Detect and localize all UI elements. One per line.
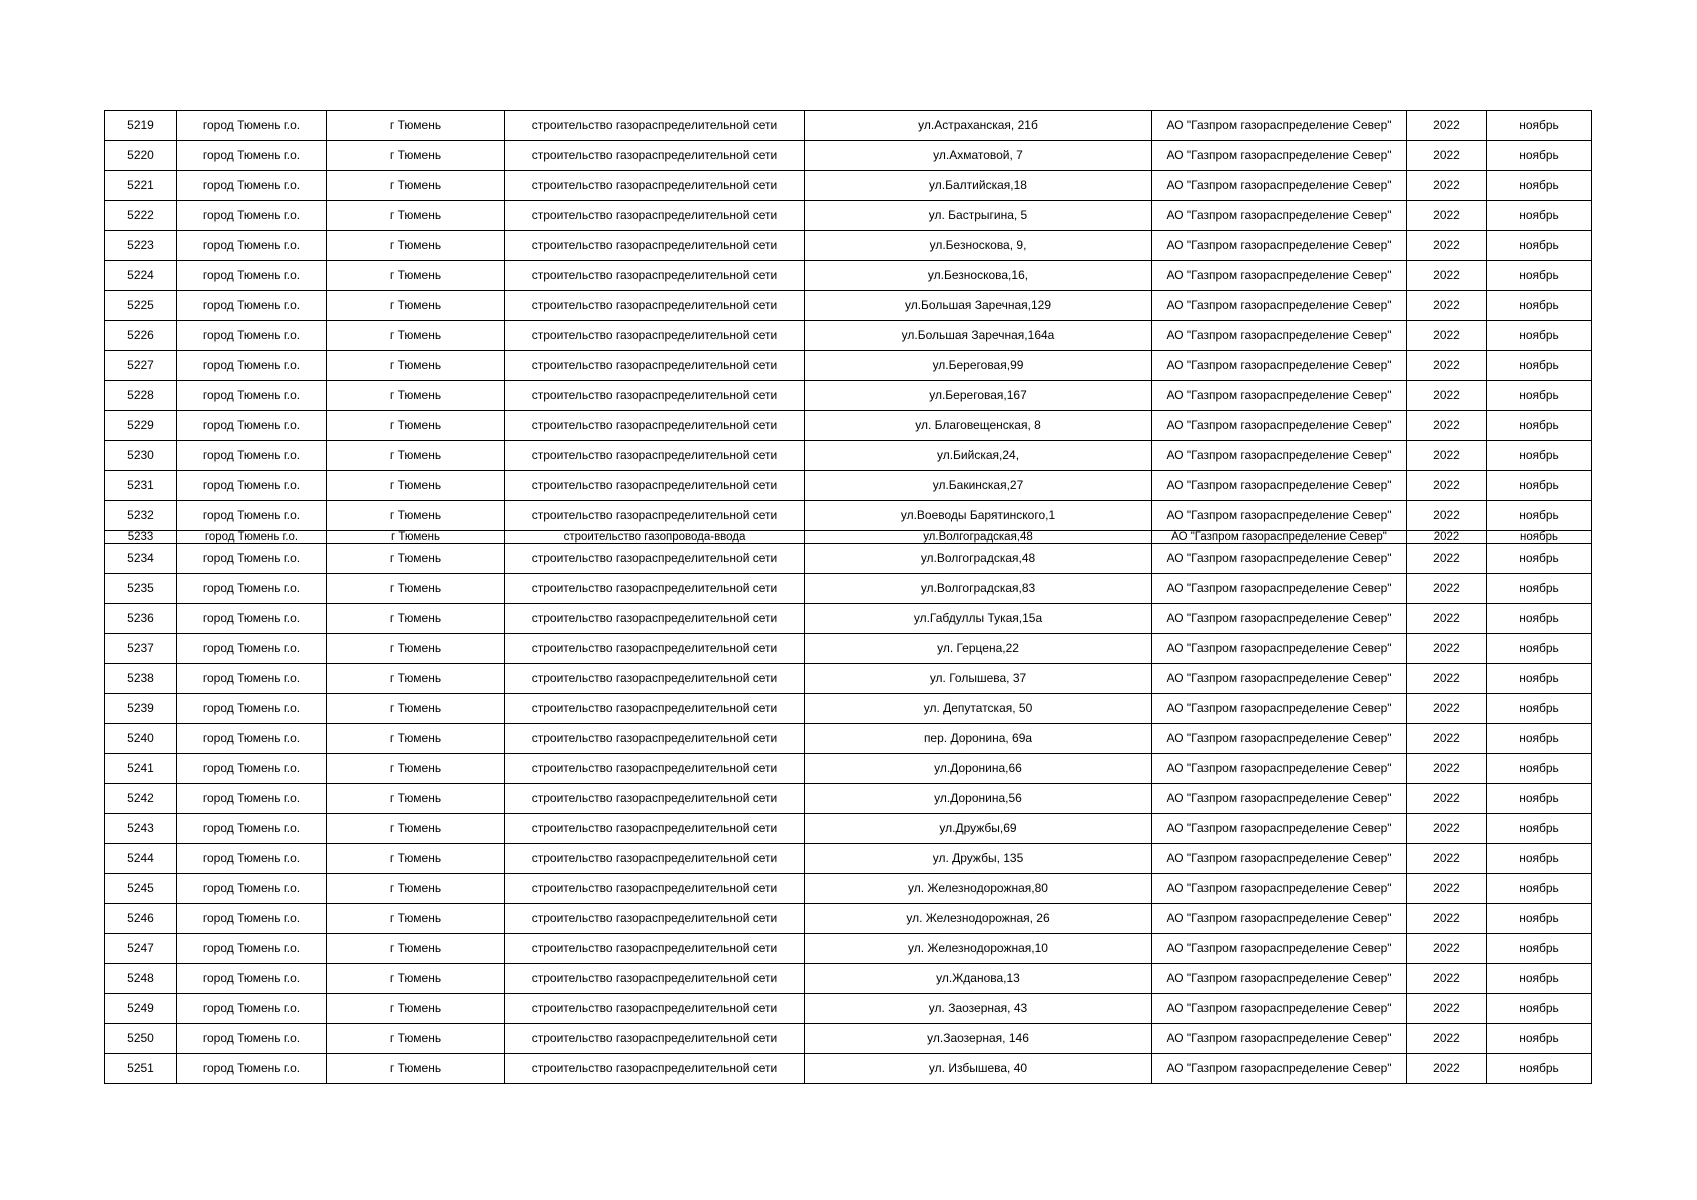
month-cell: ноябрь — [1487, 754, 1592, 784]
address-cell: ул. Бастрыгина, 5 — [805, 201, 1152, 231]
year-cell: 2022 — [1407, 814, 1487, 844]
row-number-cell: 5245 — [105, 874, 177, 904]
locality-cell: г Тюмень — [327, 441, 505, 471]
work-type-cell: строительство газораспределительной сети — [505, 544, 805, 574]
locality-cell: г Тюмень — [327, 111, 505, 141]
table-row — [105, 381, 1592, 411]
table-row — [105, 201, 1592, 231]
row-number-cell: 5224 — [105, 261, 177, 291]
organization-cell: АО "Газпром газораспределение Север" — [1152, 934, 1407, 964]
locality-cell: г Тюмень — [327, 814, 505, 844]
work-type-cell: строительство газораспределительной сети — [505, 634, 805, 664]
locality-cell: г Тюмень — [327, 231, 505, 261]
organization-cell: АО "Газпром газораспределение Север" — [1152, 754, 1407, 784]
work-type-cell: строительство газораспределительной сети — [505, 201, 805, 231]
organization-cell: АО "Газпром газораспределение Север" — [1152, 1024, 1407, 1054]
row-number-cell: 5235 — [105, 574, 177, 604]
organization-cell: АО "Газпром газораспределение Север" — [1152, 874, 1407, 904]
locality-cell: г Тюмень — [327, 381, 505, 411]
month-cell: ноябрь — [1487, 544, 1592, 574]
organization-cell: АО "Газпром газораспределение Север" — [1152, 814, 1407, 844]
month-cell: ноябрь — [1487, 724, 1592, 754]
locality-cell: г Тюмень — [327, 694, 505, 724]
table-row — [105, 544, 1592, 574]
municipality-cell: город Тюмень г.о. — [177, 544, 327, 574]
month-cell: ноябрь — [1487, 664, 1592, 694]
municipality-cell: город Тюмень г.о. — [177, 531, 327, 544]
table-row — [105, 321, 1592, 351]
table-row — [105, 634, 1592, 664]
address-cell: ул.Большая Заречная,129 — [805, 291, 1152, 321]
month-cell: ноябрь — [1487, 604, 1592, 634]
locality-cell: г Тюмень — [327, 574, 505, 604]
year-cell: 2022 — [1407, 574, 1487, 604]
work-type-cell: строительство газораспределительной сети — [505, 1024, 805, 1054]
month-cell: ноябрь — [1487, 321, 1592, 351]
municipality-cell: город Тюмень г.о. — [177, 964, 327, 994]
month-cell: ноябрь — [1487, 351, 1592, 381]
address-cell: ул.Волгоградская,83 — [805, 574, 1152, 604]
table-row — [105, 141, 1592, 171]
locality-cell: г Тюмень — [327, 411, 505, 441]
table-row — [105, 574, 1592, 604]
organization-cell: АО "Газпром газораспределение Север" — [1152, 291, 1407, 321]
year-cell: 2022 — [1407, 994, 1487, 1024]
organization-cell: АО "Газпром газораспределение Север" — [1152, 261, 1407, 291]
year-cell: 2022 — [1407, 141, 1487, 171]
work-type-cell: строительство газораспределительной сети — [505, 784, 805, 814]
locality-cell: г Тюмень — [327, 784, 505, 814]
work-type-cell: строительство газораспределительной сети — [505, 231, 805, 261]
work-type-cell: строительство газораспределительной сети — [505, 321, 805, 351]
table-row — [105, 1054, 1592, 1084]
row-number-cell: 5221 — [105, 171, 177, 201]
table-row — [105, 904, 1592, 934]
row-number-cell: 5242 — [105, 784, 177, 814]
year-cell: 2022 — [1407, 351, 1487, 381]
organization-cell: АО "Газпром газораспределение Север" — [1152, 501, 1407, 531]
address-cell: ул. Голышева, 37 — [805, 664, 1152, 694]
address-cell: пер. Доронина, 69а — [805, 724, 1152, 754]
year-cell: 2022 — [1407, 874, 1487, 904]
municipality-cell: город Тюмень г.о. — [177, 604, 327, 634]
year-cell: 2022 — [1407, 231, 1487, 261]
locality-cell: г Тюмень — [327, 141, 505, 171]
year-cell: 2022 — [1407, 634, 1487, 664]
year-cell: 2022 — [1407, 694, 1487, 724]
row-number-cell: 5241 — [105, 754, 177, 784]
work-type-cell: строительство газораспределительной сети — [505, 994, 805, 1024]
work-type-cell: строительство газораспределительной сети — [505, 411, 805, 441]
year-cell: 2022 — [1407, 1024, 1487, 1054]
work-type-cell: строительство газораспределительной сети — [505, 934, 805, 964]
work-type-cell: строительство газораспределительной сети — [505, 291, 805, 321]
work-type-cell: строительство газораспределительной сети — [505, 141, 805, 171]
year-cell: 2022 — [1407, 934, 1487, 964]
year-cell: 2022 — [1407, 411, 1487, 441]
row-number-cell: 5219 — [105, 111, 177, 141]
organization-cell: АО "Газпром газораспределение Север" — [1152, 171, 1407, 201]
organization-cell: АО "Газпром газораспределение Север" — [1152, 964, 1407, 994]
month-cell: ноябрь — [1487, 441, 1592, 471]
municipality-cell: город Тюмень г.о. — [177, 844, 327, 874]
month-cell: ноябрь — [1487, 574, 1592, 604]
year-cell: 2022 — [1407, 531, 1487, 544]
work-type-cell: строительство газораспределительной сети — [505, 874, 805, 904]
year-cell: 2022 — [1407, 754, 1487, 784]
row-number-cell: 5226 — [105, 321, 177, 351]
locality-cell: г Тюмень — [327, 934, 505, 964]
organization-cell: АО "Газпром газораспределение Север" — [1152, 904, 1407, 934]
address-cell: ул.Волгоградская,48 — [805, 531, 1152, 544]
month-cell: ноябрь — [1487, 1054, 1592, 1084]
municipality-cell: город Тюмень г.о. — [177, 411, 327, 441]
address-cell: ул.Заозерная, 146 — [805, 1024, 1152, 1054]
year-cell: 2022 — [1407, 501, 1487, 531]
table-row — [105, 531, 1592, 544]
municipality-cell: город Тюмень г.о. — [177, 381, 327, 411]
locality-cell: г Тюмень — [327, 604, 505, 634]
year-cell: 2022 — [1407, 844, 1487, 874]
locality-cell: г Тюмень — [327, 531, 505, 544]
address-cell: ул.Астраханская, 21б — [805, 111, 1152, 141]
municipality-cell: город Тюмень г.о. — [177, 441, 327, 471]
organization-cell: АО "Газпром газораспределение Север" — [1152, 1054, 1407, 1084]
row-number-cell: 5236 — [105, 604, 177, 634]
row-number-cell: 5232 — [105, 501, 177, 531]
row-number-cell: 5248 — [105, 964, 177, 994]
row-number-cell: 5239 — [105, 694, 177, 724]
table-row — [105, 964, 1592, 994]
address-cell: ул.Бийская,24, — [805, 441, 1152, 471]
table-row — [105, 934, 1592, 964]
month-cell: ноябрь — [1487, 231, 1592, 261]
table-row — [105, 994, 1592, 1024]
address-cell: ул. Железнодорожная,80 — [805, 874, 1152, 904]
work-type-cell: строительство газораспределительной сети — [505, 171, 805, 201]
organization-cell: АО "Газпром газораспределение Север" — [1152, 231, 1407, 261]
address-cell: ул.Ахматовой, 7 — [805, 141, 1152, 171]
municipality-cell: город Тюмень г.о. — [177, 724, 327, 754]
address-cell: ул. Железнодорожная, 26 — [805, 904, 1152, 934]
month-cell: ноябрь — [1487, 111, 1592, 141]
table-row — [105, 231, 1592, 261]
row-number-cell: 5249 — [105, 994, 177, 1024]
table-row — [105, 874, 1592, 904]
year-cell: 2022 — [1407, 1054, 1487, 1084]
organization-cell: АО "Газпром газораспределение Север" — [1152, 844, 1407, 874]
year-cell: 2022 — [1407, 321, 1487, 351]
table-row — [105, 441, 1592, 471]
municipality-cell: город Тюмень г.о. — [177, 664, 327, 694]
locality-cell: г Тюмень — [327, 904, 505, 934]
year-cell: 2022 — [1407, 724, 1487, 754]
municipality-cell: город Тюмень г.о. — [177, 1054, 327, 1084]
table-row — [105, 291, 1592, 321]
table-row — [105, 111, 1592, 141]
work-type-cell: строительство газораспределительной сети — [505, 694, 805, 724]
municipality-cell: город Тюмень г.о. — [177, 814, 327, 844]
organization-cell: АО "Газпром газораспределение Север" — [1152, 141, 1407, 171]
locality-cell: г Тюмень — [327, 724, 505, 754]
address-cell: ул.Большая Заречная,164а — [805, 321, 1152, 351]
organization-cell: АО "Газпром газораспределение Север" — [1152, 531, 1407, 544]
municipality-cell: город Тюмень г.о. — [177, 141, 327, 171]
work-type-cell: строительство газораспределительной сети — [505, 904, 805, 934]
month-cell: ноябрь — [1487, 634, 1592, 664]
work-type-cell: строительство газораспределительной сети — [505, 724, 805, 754]
organization-cell: АО "Газпром газораспределение Север" — [1152, 664, 1407, 694]
table-row — [105, 261, 1592, 291]
work-type-cell: строительство газораспределительной сети — [505, 754, 805, 784]
municipality-cell: город Тюмень г.о. — [177, 934, 327, 964]
municipality-cell: город Тюмень г.о. — [177, 501, 327, 531]
row-number-cell: 5222 — [105, 201, 177, 231]
data-table — [104, 110, 1592, 1084]
municipality-cell: город Тюмень г.о. — [177, 321, 327, 351]
work-type-cell: строительство газораспределительной сети — [505, 604, 805, 634]
year-cell: 2022 — [1407, 381, 1487, 411]
row-number-cell: 5243 — [105, 814, 177, 844]
year-cell: 2022 — [1407, 471, 1487, 501]
organization-cell: АО "Газпром газораспределение Север" — [1152, 381, 1407, 411]
month-cell: ноябрь — [1487, 381, 1592, 411]
locality-cell: г Тюмень — [327, 501, 505, 531]
address-cell: ул.Безноскова, 9, — [805, 231, 1152, 261]
table-row — [105, 1024, 1592, 1054]
month-cell: ноябрь — [1487, 531, 1592, 544]
address-cell: ул. Заозерная, 43 — [805, 994, 1152, 1024]
row-number-cell: 5238 — [105, 664, 177, 694]
municipality-cell: город Тюмень г.о. — [177, 694, 327, 724]
year-cell: 2022 — [1407, 964, 1487, 994]
municipality-cell: город Тюмень г.о. — [177, 634, 327, 664]
locality-cell: г Тюмень — [327, 664, 505, 694]
work-type-cell: строительство газопровода-ввода — [505, 531, 805, 544]
locality-cell: г Тюмень — [327, 754, 505, 784]
municipality-cell: город Тюмень г.о. — [177, 231, 327, 261]
month-cell: ноябрь — [1487, 874, 1592, 904]
month-cell: ноябрь — [1487, 471, 1592, 501]
month-cell: ноябрь — [1487, 261, 1592, 291]
locality-cell: г Тюмень — [327, 1024, 505, 1054]
table-row — [105, 844, 1592, 874]
municipality-cell: город Тюмень г.о. — [177, 904, 327, 934]
row-number-cell: 5237 — [105, 634, 177, 664]
year-cell: 2022 — [1407, 604, 1487, 634]
address-cell: ул.Воеводы Барятинского,1 — [805, 501, 1152, 531]
locality-cell: г Тюмень — [327, 964, 505, 994]
organization-cell: АО "Газпром газораспределение Север" — [1152, 351, 1407, 381]
month-cell: ноябрь — [1487, 904, 1592, 934]
address-cell: ул. Депутатская, 50 — [805, 694, 1152, 724]
work-type-cell: строительство газораспределительной сети — [505, 1054, 805, 1084]
organization-cell: АО "Газпром газораспределение Север" — [1152, 544, 1407, 574]
address-cell: ул.Доронина,66 — [805, 754, 1152, 784]
organization-cell: АО "Газпром газораспределение Север" — [1152, 724, 1407, 754]
table-row — [105, 694, 1592, 724]
month-cell: ноябрь — [1487, 1024, 1592, 1054]
row-number-cell: 5234 — [105, 544, 177, 574]
locality-cell: г Тюмень — [327, 171, 505, 201]
year-cell: 2022 — [1407, 261, 1487, 291]
address-cell: ул.Береговая,99 — [805, 351, 1152, 381]
address-cell: ул.Бакинская,27 — [805, 471, 1152, 501]
row-number-cell: 5244 — [105, 844, 177, 874]
locality-cell: г Тюмень — [327, 994, 505, 1024]
month-cell: ноябрь — [1487, 994, 1592, 1024]
row-number-cell: 5229 — [105, 411, 177, 441]
month-cell: ноябрь — [1487, 201, 1592, 231]
month-cell: ноябрь — [1487, 784, 1592, 814]
work-type-cell: строительство газораспределительной сети — [505, 261, 805, 291]
locality-cell: г Тюмень — [327, 844, 505, 874]
municipality-cell: город Тюмень г.о. — [177, 471, 327, 501]
row-number-cell: 5227 — [105, 351, 177, 381]
year-cell: 2022 — [1407, 904, 1487, 934]
table-row — [105, 664, 1592, 694]
month-cell: ноябрь — [1487, 141, 1592, 171]
address-cell: ул. Благовещенская, 8 — [805, 411, 1152, 441]
year-cell: 2022 — [1407, 544, 1487, 574]
table-row — [105, 171, 1592, 201]
work-type-cell: строительство газораспределительной сети — [505, 351, 805, 381]
organization-cell: АО "Газпром газораспределение Север" — [1152, 574, 1407, 604]
address-cell: ул.Береговая,167 — [805, 381, 1152, 411]
organization-cell: АО "Газпром газораспределение Север" — [1152, 111, 1407, 141]
month-cell: ноябрь — [1487, 501, 1592, 531]
address-cell: ул.Жданова,13 — [805, 964, 1152, 994]
locality-cell: г Тюмень — [327, 321, 505, 351]
locality-cell: г Тюмень — [327, 874, 505, 904]
row-number-cell: 5225 — [105, 291, 177, 321]
organization-cell: АО "Газпром газораспределение Север" — [1152, 201, 1407, 231]
locality-cell: г Тюмень — [327, 471, 505, 501]
address-cell: ул.Волгоградская,48 — [805, 544, 1152, 574]
address-cell: ул.Дружбы,69 — [805, 814, 1152, 844]
organization-cell: АО "Газпром газораспределение Север" — [1152, 441, 1407, 471]
locality-cell: г Тюмень — [327, 291, 505, 321]
municipality-cell: город Тюмень г.о. — [177, 874, 327, 904]
row-number-cell: 5246 — [105, 904, 177, 934]
work-type-cell: строительство газораспределительной сети — [505, 441, 805, 471]
municipality-cell: город Тюмень г.о. — [177, 994, 327, 1024]
month-cell: ноябрь — [1487, 171, 1592, 201]
municipality-cell: город Тюмень г.о. — [177, 754, 327, 784]
year-cell: 2022 — [1407, 441, 1487, 471]
address-cell: ул.Габдуллы Тукая,15а — [805, 604, 1152, 634]
organization-cell: АО "Газпром газораспределение Север" — [1152, 321, 1407, 351]
work-type-cell: строительство газораспределительной сети — [505, 381, 805, 411]
table-row — [105, 724, 1592, 754]
work-type-cell: строительство газораспределительной сети — [505, 844, 805, 874]
month-cell: ноябрь — [1487, 964, 1592, 994]
table-body — [105, 111, 1592, 1084]
month-cell: ноябрь — [1487, 814, 1592, 844]
table-row — [105, 471, 1592, 501]
year-cell: 2022 — [1407, 201, 1487, 231]
row-number-cell: 5231 — [105, 471, 177, 501]
address-cell: ул. Избышева, 40 — [805, 1054, 1152, 1084]
row-number-cell: 5251 — [105, 1054, 177, 1084]
organization-cell: АО "Газпром газораспределение Север" — [1152, 634, 1407, 664]
work-type-cell: строительство газораспределительной сети — [505, 501, 805, 531]
table-row — [105, 784, 1592, 814]
municipality-cell: город Тюмень г.о. — [177, 111, 327, 141]
address-cell: ул.Доронина,56 — [805, 784, 1152, 814]
table-row — [105, 501, 1592, 531]
row-number-cell: 5247 — [105, 934, 177, 964]
organization-cell: АО "Газпром газораспределение Север" — [1152, 784, 1407, 814]
locality-cell: г Тюмень — [327, 634, 505, 664]
work-type-cell: строительство газораспределительной сети — [505, 471, 805, 501]
table-row — [105, 411, 1592, 441]
locality-cell: г Тюмень — [327, 1054, 505, 1084]
locality-cell: г Тюмень — [327, 261, 505, 291]
row-number-cell: 5250 — [105, 1024, 177, 1054]
municipality-cell: город Тюмень г.о. — [177, 201, 327, 231]
locality-cell: г Тюмень — [327, 201, 505, 231]
address-cell: ул.Балтийская,18 — [805, 171, 1152, 201]
address-cell: ул.Безноскова,16, — [805, 261, 1152, 291]
municipality-cell: город Тюмень г.о. — [177, 574, 327, 604]
locality-cell: г Тюмень — [327, 544, 505, 574]
row-number-cell: 5240 — [105, 724, 177, 754]
table-row — [105, 351, 1592, 381]
row-number-cell: 5230 — [105, 441, 177, 471]
municipality-cell: город Тюмень г.о. — [177, 171, 327, 201]
organization-cell: АО "Газпром газораспределение Север" — [1152, 994, 1407, 1024]
municipality-cell: город Тюмень г.о. — [177, 261, 327, 291]
table-row — [105, 754, 1592, 784]
table-row — [105, 604, 1592, 634]
municipality-cell: город Тюмень г.о. — [177, 1024, 327, 1054]
row-number-cell: 5233 — [105, 531, 177, 544]
work-type-cell: строительство газораспределительной сети — [505, 814, 805, 844]
address-cell: ул. Железнодорожная,10 — [805, 934, 1152, 964]
work-type-cell: строительство газораспределительной сети — [505, 574, 805, 604]
municipality-cell: город Тюмень г.о. — [177, 784, 327, 814]
row-number-cell: 5223 — [105, 231, 177, 261]
year-cell: 2022 — [1407, 664, 1487, 694]
month-cell: ноябрь — [1487, 291, 1592, 321]
month-cell: ноябрь — [1487, 934, 1592, 964]
address-cell: ул. Герцена,22 — [805, 634, 1152, 664]
table-row — [105, 814, 1592, 844]
organization-cell: АО "Газпром газораспределение Север" — [1152, 411, 1407, 441]
row-number-cell: 5228 — [105, 381, 177, 411]
work-type-cell: строительство газораспределительной сети — [505, 964, 805, 994]
month-cell: ноябрь — [1487, 844, 1592, 874]
month-cell: ноябрь — [1487, 411, 1592, 441]
organization-cell: АО "Газпром газораспределение Север" — [1152, 694, 1407, 724]
work-type-cell: строительство газораспределительной сети — [505, 664, 805, 694]
year-cell: 2022 — [1407, 291, 1487, 321]
row-number-cell: 5220 — [105, 141, 177, 171]
year-cell: 2022 — [1407, 171, 1487, 201]
address-cell: ул. Дружбы, 135 — [805, 844, 1152, 874]
work-type-cell: строительство газораспределительной сети — [505, 111, 805, 141]
municipality-cell: город Тюмень г.о. — [177, 291, 327, 321]
year-cell: 2022 — [1407, 111, 1487, 141]
municipality-cell: город Тюмень г.о. — [177, 351, 327, 381]
year-cell: 2022 — [1407, 784, 1487, 814]
month-cell: ноябрь — [1487, 694, 1592, 724]
organization-cell: АО "Газпром газораспределение Север" — [1152, 604, 1407, 634]
locality-cell: г Тюмень — [327, 351, 505, 381]
organization-cell: АО "Газпром газораспределение Север" — [1152, 471, 1407, 501]
